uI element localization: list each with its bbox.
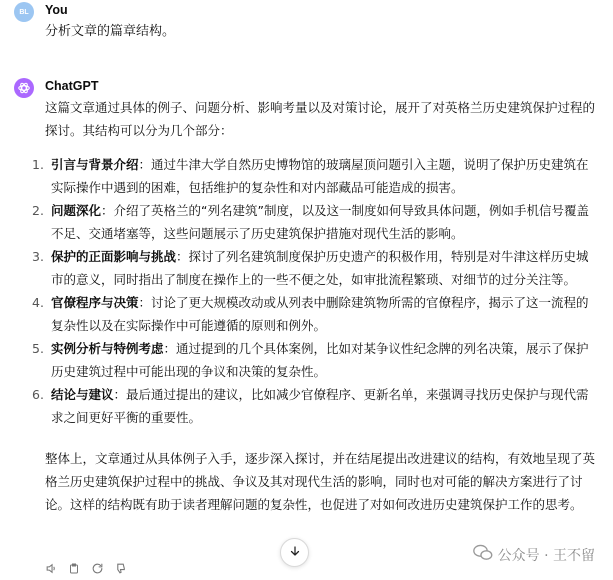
list-number: 6.	[32, 387, 44, 402]
list-item	[32, 337, 600, 383]
point-term: 引言与背景介绍	[51, 157, 139, 172]
list-number: 5.	[32, 341, 44, 356]
point-term: 官僚程序与决策	[51, 295, 139, 310]
copy-icon[interactable]	[67, 561, 81, 575]
list-item	[32, 199, 600, 245]
list-number: 3.	[32, 249, 44, 264]
summary-paragraph: 整体上，文章通过从具体例子入手，逐步深入探讨，并在结尾提出改进建议的结构，有效地呈现了英格兰历史建筑保护过程中的挑战、争议及其对现代生活的影响，同时也对可能的解决方案进行了讨论。这样的结构既有助于读者理解问题的复杂性，也促进了对如何改进历史建筑保护工作的思考。	[45, 451, 596, 512]
list-number: 2.	[32, 203, 44, 218]
list-item	[32, 291, 600, 337]
list-item	[32, 153, 600, 199]
assistant-name: ChatGPT	[45, 79, 99, 93]
intro-paragraph: 这篇文章通过具体的例子、问题分析、影响考量以及对策讨论，展开了对英格兰历史建筑保护过程的探讨。其结构可以分为几个部分：	[45, 100, 596, 138]
arrow-down-icon	[289, 545, 301, 561]
wechat-icon	[473, 544, 493, 565]
user-avatar: BL	[14, 2, 34, 22]
list-item	[32, 383, 600, 429]
user-message: 分析文章的篇章结构。	[45, 24, 176, 39]
regenerate-icon[interactable]	[90, 561, 104, 575]
watermark	[473, 544, 595, 565]
message-actions	[44, 561, 127, 575]
point-text: ：讨论了更大规模改动或从列表中删除建筑物所需的官僚程序，揭示了这一流程的复杂性以及在实际操作中可能遵循的原则和例外。	[51, 295, 589, 333]
list-number: 4.	[32, 295, 44, 310]
watermark-text: 公众号 · 王不留	[497, 547, 595, 564]
point-text: ：介绍了英格兰的“列名建筑”制度，以及这一制度如何导致具体问题，例如手机信号覆盖不足、交通堵塞等，这些问题展示了历史建筑保护措施对现代生活的影响。	[51, 203, 589, 241]
point-term: 问题深化	[51, 203, 102, 218]
point-text: ：通过提到的几个具体案例，比如对某争议性纪念牌的列名决策，展示了保护历史建筑过程中可能出现的争议和决策的复杂性。	[51, 341, 589, 379]
list-item	[32, 245, 600, 291]
assistant-message	[32, 96, 600, 516]
thumbs-down-icon[interactable]	[113, 561, 127, 575]
point-text: ：探讨了列名建筑制度保护历史遗产的积极作用，特别是对牛津这样历史城市的意义，同时指出了制度在操作上的一些不便之处，如审批流程繁琐、对细节的过分关注等。	[51, 249, 589, 287]
speaker-icon[interactable]	[44, 561, 58, 575]
point-term: 结论与建议	[51, 387, 114, 402]
point-term: 实例分析与特例考虑	[51, 341, 164, 356]
scroll-down-button[interactable]	[280, 538, 309, 567]
user-name: You	[45, 3, 68, 17]
list-number: 1.	[32, 157, 44, 172]
chatgpt-logo-icon	[14, 78, 34, 98]
point-term: 保护的正面影响与挑战	[51, 249, 177, 264]
point-text: ：通过牛津大学自然历史博物馆的玻璃屋顶问题引入主题，说明了保护历史建筑在实际操作中遇到的困难，包括维护的复杂性和对内部藏品可能造成的损害。	[51, 157, 589, 195]
point-text: ：最后通过提出的建议，比如减少官僚程序、更新名单，来强调寻找历史保护与现代需求之间更好平衡的重要性。	[51, 387, 589, 425]
structure-list	[32, 153, 600, 429]
